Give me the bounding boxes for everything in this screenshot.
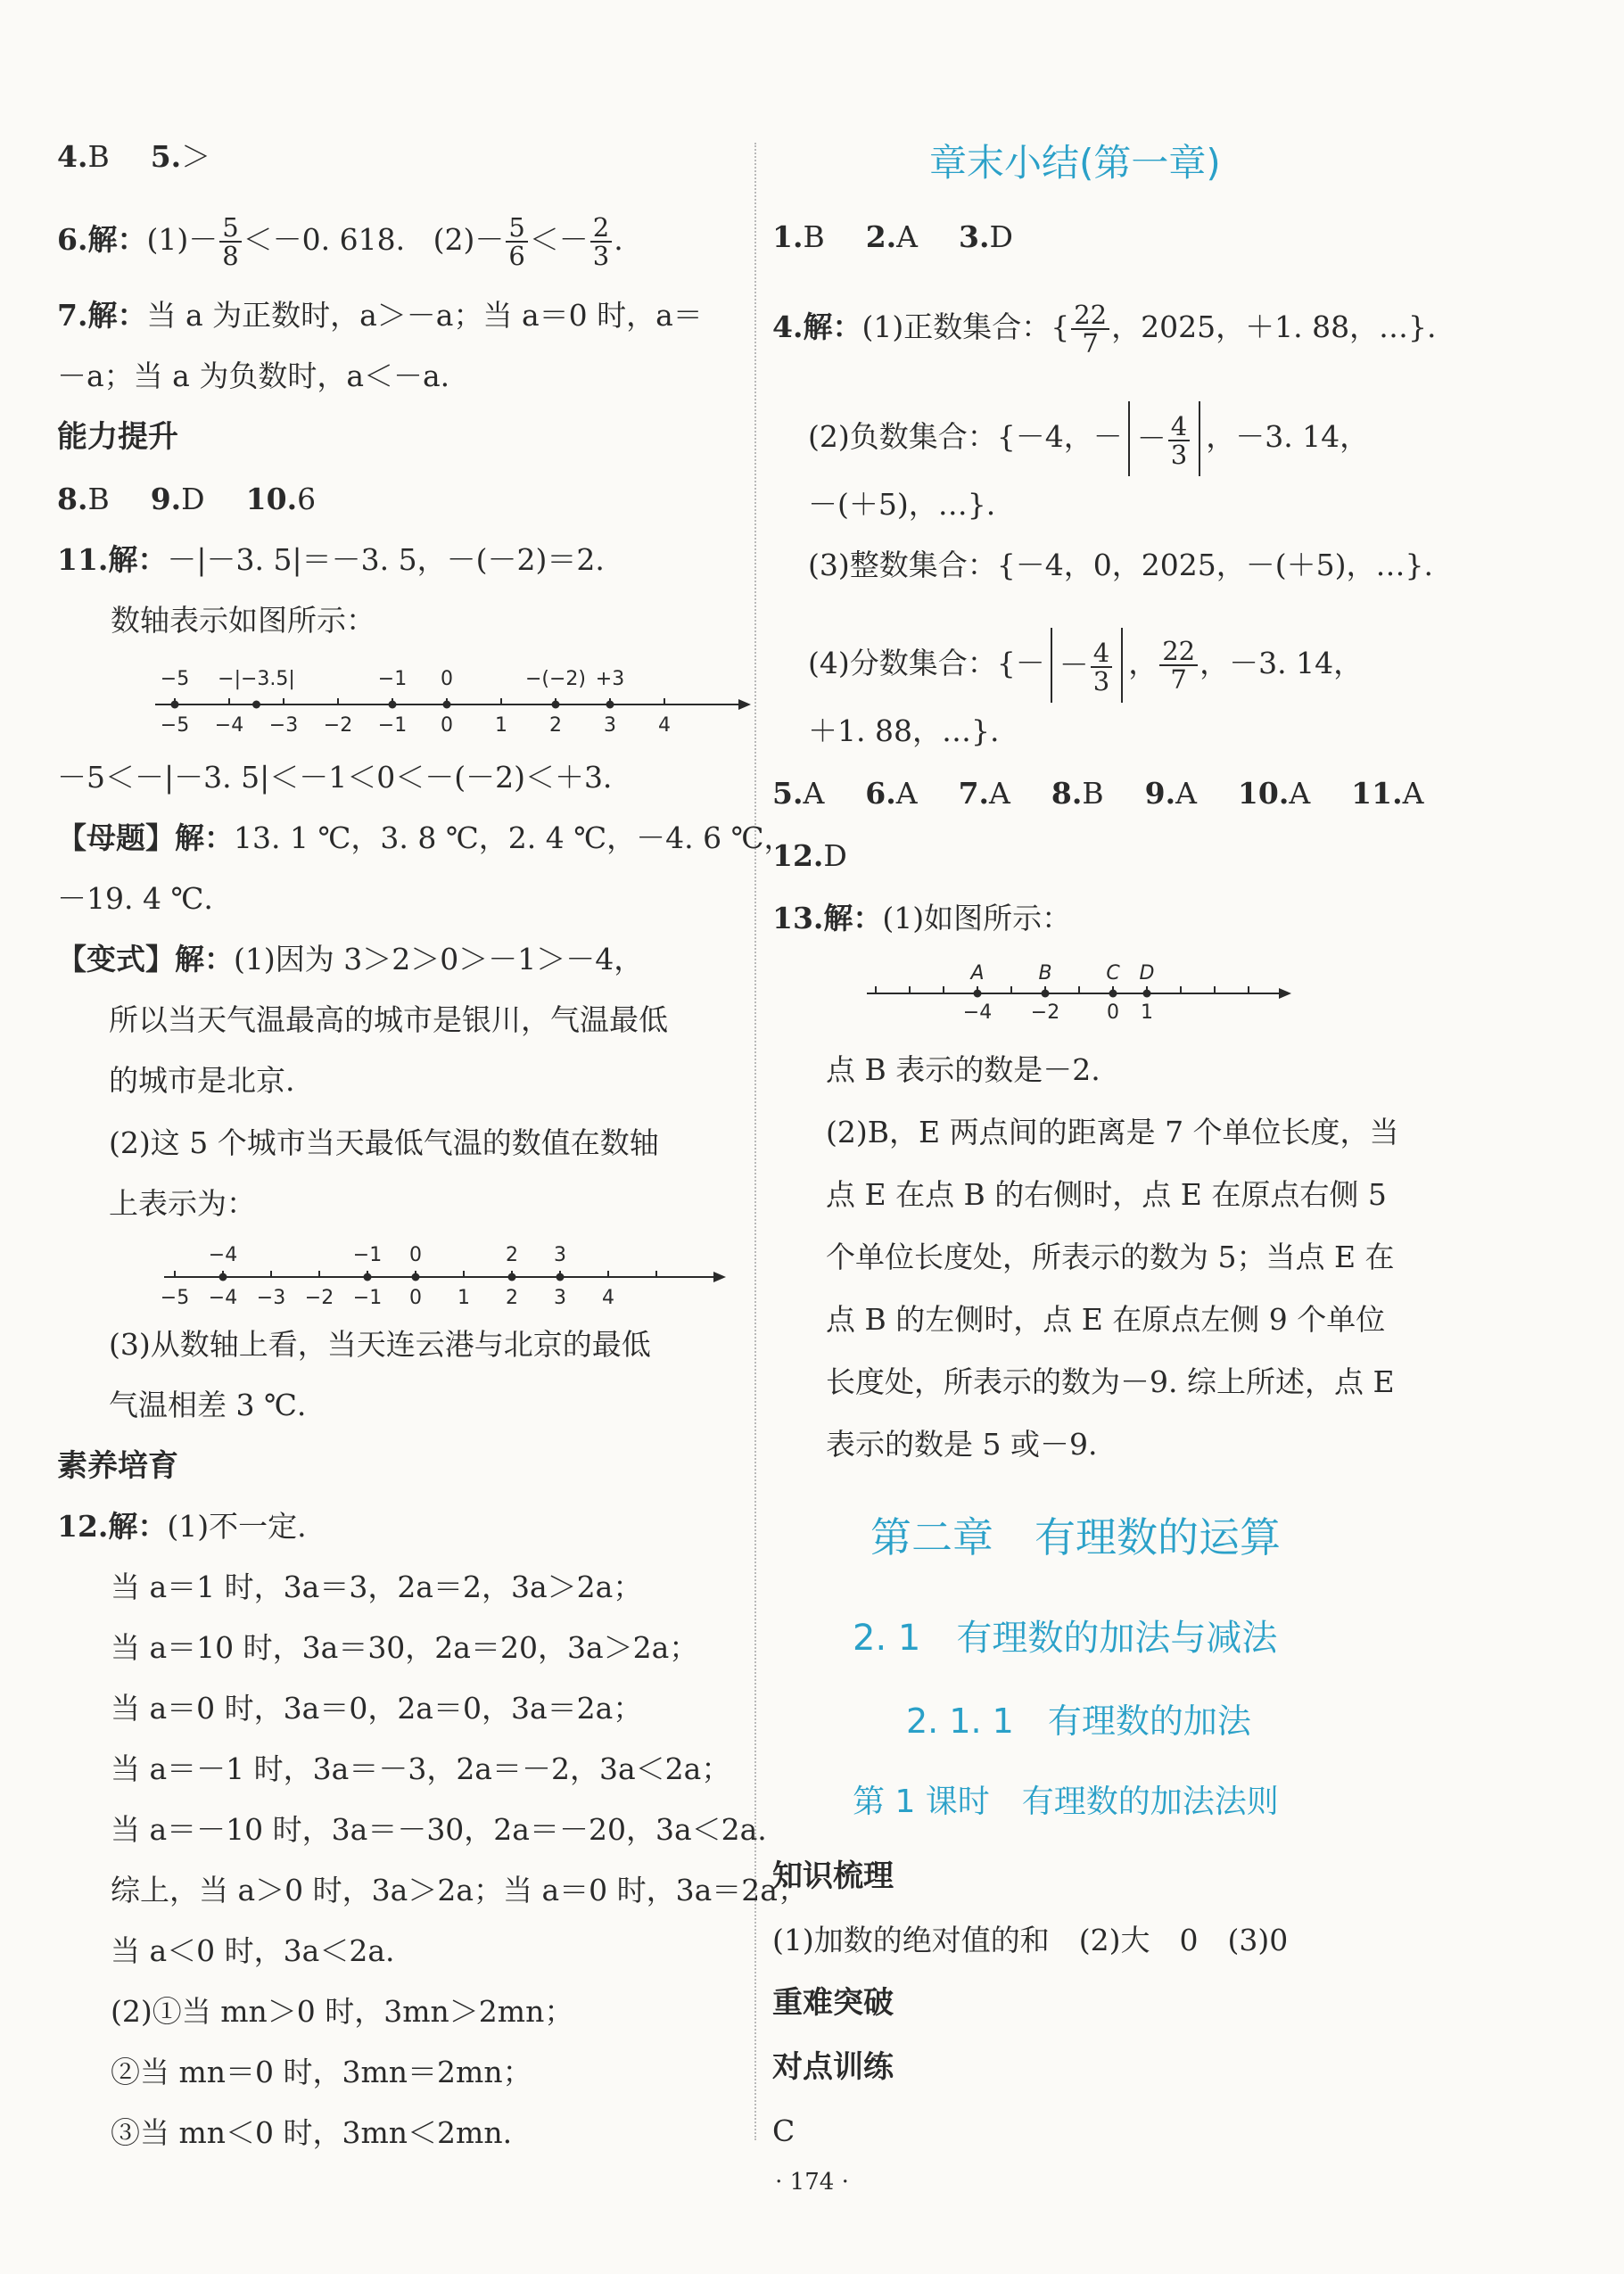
answer-line: 表示的数是 5 或－9. — [826, 1427, 1098, 1462]
answer-line-7: 7.解：当 a 为正数时，a＞－a；当 a＝0 时，a＝ — [57, 298, 703, 333]
point-dot — [171, 701, 179, 709]
tick-label: 4 — [602, 1287, 614, 1309]
answer-line: 当 a＝－10 时，3a＝－30，2a＝－20，3a＜2a. — [111, 1812, 767, 1847]
point-label: −1 — [352, 1244, 383, 1266]
fraction: $\frac{2}{3}$ — [590, 214, 612, 269]
answer-line: (2)B，E 两点间的距离是 7 个单位长度，当 — [826, 1115, 1399, 1149]
number-line-1 — [155, 658, 753, 738]
page-number: · 174 · — [775, 2169, 849, 2196]
answer-line: 当 a＝－1 时，3a＝－3，2a＝－2，3a＜2a； — [111, 1751, 731, 1786]
point-label: −(−2) — [524, 668, 587, 690]
answer-line: 点 E 在点 B 的右侧时，点 E 在原点右侧 5 — [826, 1177, 1387, 1212]
answer-line-8-10: 8.B 9.D 10.6 — [57, 482, 317, 516]
tick-label: 3 — [604, 714, 616, 737]
answer-line-13: 13.解：(1)如图所示： — [772, 901, 1072, 935]
point-dot — [412, 1273, 420, 1281]
tick-label: 1 — [495, 714, 507, 737]
point-dot — [219, 1273, 227, 1281]
answer-line: (2)这 5 个城市当天最低气温的数值在数轴 — [109, 1125, 659, 1160]
section-2-1-title: 2. 1 有理数的加法与减法 — [853, 1618, 1278, 1659]
point-label: −|−3.5| — [218, 668, 295, 690]
chapter-2-title: 第二章 有理数的运算 — [870, 1513, 1281, 1561]
point-dot — [1109, 990, 1117, 998]
answer-line: 点 B 的左侧时，点 E 在原点左侧 9 个单位 — [826, 1302, 1386, 1337]
tick-label: 1 — [458, 1287, 470, 1309]
point-letter: C — [1106, 962, 1120, 985]
tick-label: −3 — [268, 714, 299, 737]
fraction: $\frac{4}{3}$ — [1168, 413, 1190, 468]
answer-line: 当 a＝1 时，3a＝3，2a＝2，3a＞2a； — [111, 1570, 643, 1604]
answer-line-11: 11.解：－|－3. 5|＝－3. 5，－(－2)＝2. — [57, 542, 605, 577]
answer-line-fraction-set: (4)分数集合：{－ － $\frac{4}{3}$ ， $\frac{22}{7}$ ，－3. 14， — [808, 628, 1363, 703]
point-label: +3 — [595, 668, 625, 690]
point-value: 0 — [1107, 1001, 1119, 1024]
subsection-2-1-1-title: 2. 1. 1 有理数的加法 — [906, 1701, 1251, 1741]
absolute-value: － $\frac{4}{3}$ — [1051, 628, 1123, 703]
answer-line: 综上，当 a＞0 时，3a＞2a；当 a＝0 时，3a＝2a； — [111, 1873, 807, 1907]
point-dot — [252, 701, 260, 709]
point-letter: D — [1139, 962, 1155, 985]
point-label: −5 — [160, 668, 190, 690]
tick-label: −1 — [377, 714, 408, 737]
point-dot — [443, 701, 451, 709]
point-label: 3 — [554, 1244, 566, 1266]
answer-line: 气温相差 3 ℃. — [109, 1388, 307, 1422]
answer-line: (3)从数轴上看，当天连云港与北京的最低 — [109, 1327, 651, 1362]
answer-line-negative-set: (2)负数集合：{－4，－ － $\frac{4}{3}$ ，－3. 14， — [808, 401, 1369, 476]
fraction: $\frac{5}{6}$ — [506, 214, 527, 269]
answer-line: ＋1. 88，…}. — [808, 713, 1000, 748]
section-heading-knowledge: 知识梳理 — [772, 1858, 894, 1894]
point-dot — [508, 1273, 516, 1281]
number-line-2 — [160, 1238, 735, 1309]
fraction: $\frac{5}{8}$ — [219, 214, 241, 269]
fraction: $\frac{22}{7}$ — [1159, 638, 1198, 693]
answer-line: 的城市是北京. — [109, 1063, 295, 1098]
tick-label: −3 — [256, 1287, 286, 1309]
point-dot — [1143, 990, 1151, 998]
answer-line-12: 12.解：(1)不一定. — [57, 1509, 307, 1544]
right-column — [772, 0, 1477, 2176]
tick-label: −5 — [160, 714, 190, 737]
answer-line: 个单位长度处，所表示的数为 5；当点 E 在 — [826, 1240, 1395, 1274]
answer-line-integer-set: (3)整数集合：{－4，0，2025，－(＋5)，…}. — [808, 548, 1433, 582]
tick-label: −4 — [208, 1287, 238, 1309]
answer-line: (2)①当 mn＞0 时，3mn＞2mn； — [111, 1994, 574, 2029]
answer-line-11-result: －5＜－|－3. 5|＜－1＜0＜－(－2)＜＋3. — [57, 760, 613, 795]
tick-label: −4 — [214, 714, 244, 737]
point-label: −4 — [208, 1244, 238, 1266]
point-dot — [389, 701, 397, 709]
point-label: 2 — [506, 1244, 518, 1266]
section-heading-ability: 能力提升 — [57, 419, 178, 455]
section-heading-practice: 对点训练 — [772, 2049, 894, 2085]
left-column — [57, 0, 807, 2176]
fraction: $\frac{22}{7}$ — [1071, 301, 1109, 357]
tick-label: −2 — [323, 714, 353, 737]
point-dot — [1042, 990, 1050, 998]
point-letter: B — [1038, 962, 1052, 985]
tick-label: 3 — [554, 1287, 566, 1309]
tick-label: −2 — [304, 1287, 334, 1309]
point-value: 1 — [1141, 1001, 1153, 1024]
answer-line-12: 12.D — [772, 838, 847, 873]
point-value: −2 — [1030, 1001, 1060, 1024]
answer-line-5-11: 5.A 6.A 7.A 8.B 9.A 10.A 11.A — [772, 776, 1424, 811]
answer-line: C — [772, 2113, 796, 2148]
answer-line: (1)加数的绝对值的和 (2)大 0 (3)0 — [772, 1923, 1289, 1957]
answer-line-7-cont: －a；当 a 为负数时，a＜－a. — [57, 358, 450, 393]
number-line-3 — [867, 954, 1295, 1026]
tick-label: 0 — [409, 1287, 422, 1309]
answer-line: 当 a＝10 时，3a＝30，2a＝20，3a＞2a； — [111, 1630, 699, 1665]
answer-line-4-5: 4.B 5.＞ — [57, 139, 211, 174]
answer-line-variant: 【变式】解：(1)因为 3＞2＞0＞－1＞－4， — [57, 942, 644, 976]
lesson-title: 第 1 课时 有理数的加法法则 — [853, 1784, 1279, 1820]
chapter-summary-title: 章末小结(第一章) — [929, 141, 1221, 185]
answer-line: 当 a＜0 时，3a＜2a. — [111, 1933, 395, 1968]
fraction: $\frac{4}{3}$ — [1091, 639, 1112, 695]
absolute-value: － $\frac{4}{3}$ — [1128, 401, 1200, 476]
answer-line: 上表示为： — [109, 1186, 256, 1221]
point-dot — [556, 1273, 565, 1281]
point-value: −4 — [962, 1001, 993, 1024]
answer-line-mother: 【母题】解：13. 1 ℃，3. 8 ℃，2. 4 ℃，－4. 6 ℃， — [57, 820, 794, 855]
point-dot — [552, 701, 560, 709]
answer-line: ③当 mn＜0 时，3mn＜2mn. — [111, 2115, 513, 2150]
point-label: −1 — [377, 668, 408, 690]
answer-line: ②当 mn＝0 时，3mn＝2mn； — [111, 2055, 532, 2089]
tick-label: 4 — [658, 714, 671, 737]
point-dot — [606, 701, 614, 709]
tick-label: −5 — [160, 1287, 190, 1309]
answer-line-mother-cont: －19. 4 ℃. — [57, 881, 213, 916]
answer-line-1-3: 1.B 2.A 3.D — [772, 219, 1013, 254]
answer-line: 长度处，所表示的数为－9. 综上所述，点 E — [826, 1364, 1395, 1399]
section-heading-literacy: 素养培育 — [57, 1448, 178, 1484]
point-letter: A — [970, 962, 985, 985]
answer-line: －(＋5)，…}. — [808, 487, 996, 522]
point-label: 0 — [441, 668, 453, 690]
tick-label: 2 — [549, 714, 562, 737]
point-dot — [364, 1273, 372, 1281]
answer-line: 当 a＝0 时，3a＝0，2a＝0，3a＝2a； — [111, 1691, 643, 1726]
answer-line: 点 B 表示的数是－2. — [826, 1052, 1101, 1087]
tick-label: 0 — [441, 714, 453, 737]
point-dot — [974, 990, 982, 998]
answer-line: 所以当天气温最高的城市是银川，气温最低 — [109, 1002, 668, 1037]
section-heading-key-points: 重难突破 — [772, 1985, 894, 2021]
tick-label: −1 — [352, 1287, 383, 1309]
answer-line-11-desc: 数轴表示如图所示： — [111, 603, 375, 638]
answer-line-6: 6.解：(1)－ $\frac{5}{8}$ ＜－0. 618. (2)－ $\frac{5}{6}$ ＜－ $\frac{2}{3}$ . — [57, 212, 623, 271]
tick-label: 2 — [506, 1287, 518, 1309]
point-label: 0 — [409, 1244, 422, 1266]
answer-line-4: 4.解：(1)正数集合：{ $\frac{22}{7}$ ，2025，＋1. 88，…}. — [772, 300, 1437, 358]
